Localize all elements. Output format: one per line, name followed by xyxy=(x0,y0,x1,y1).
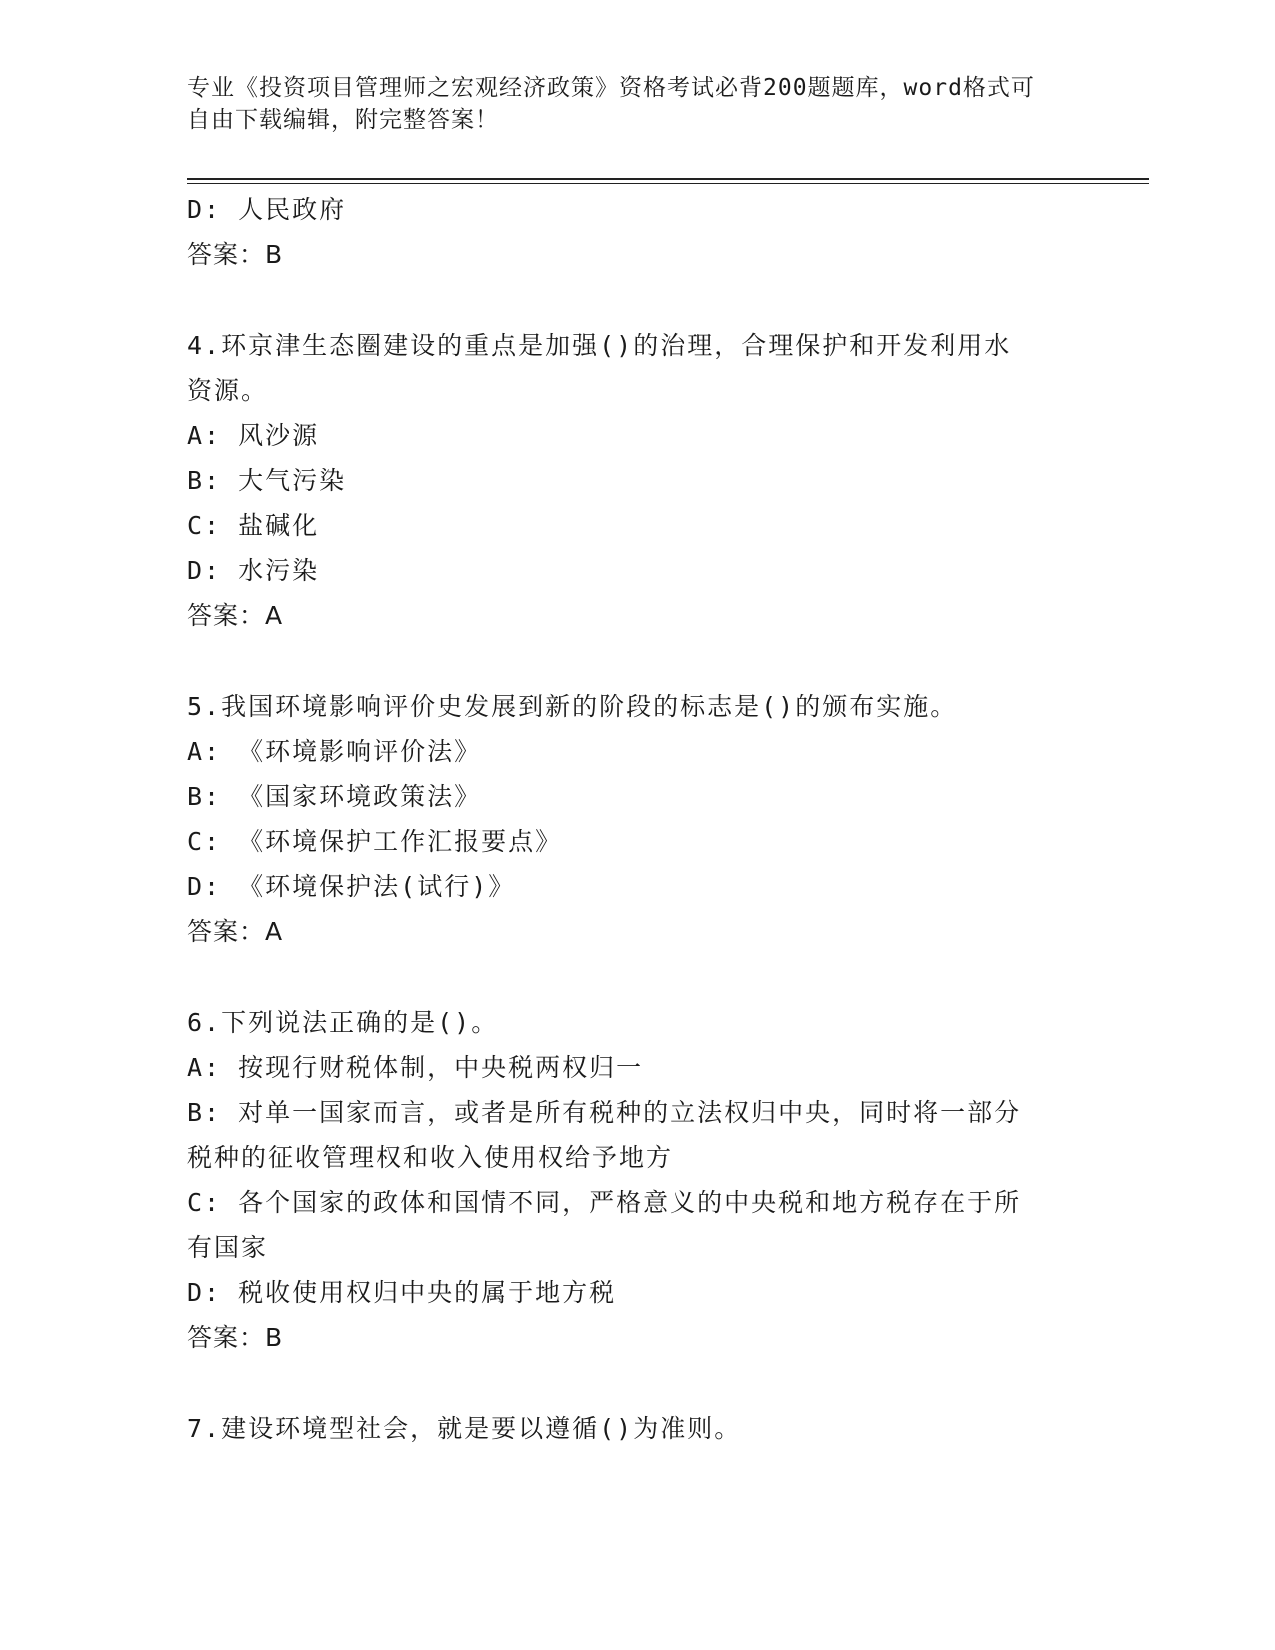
question-4 xyxy=(187,323,1087,638)
option-d: D: 水污染 xyxy=(187,556,320,585)
option-c-cont: 有国家 xyxy=(187,1233,269,1262)
question-stem-cont: 资源。 xyxy=(187,376,269,405)
option-c: C: 盐碱化 xyxy=(187,511,320,540)
header-line-1: 专业《投资项目管理师之宏观经济政策》资格考试必背200题题库，word格式可 xyxy=(187,75,1035,101)
option-d: D: 税收使用权归中央的属于地方税 xyxy=(187,1278,617,1307)
option-a: A: 按现行财税体制，中央税两权归一 xyxy=(187,1053,644,1082)
option-b: B: 对单一国家而言，或者是所有税种的立法权归中央，同时将一部分 xyxy=(187,1098,1022,1127)
document-body xyxy=(187,187,1087,1451)
question-stem: 6.下列说法正确的是()。 xyxy=(187,1008,499,1037)
answer: 答案：B xyxy=(187,1323,284,1352)
option-b: B: 大气污染 xyxy=(187,466,347,495)
answer: 答案：A xyxy=(187,917,284,946)
question-stem: 7.建设环境型社会，就是要以遵循()为准则。 xyxy=(187,1414,742,1443)
option-d: D: 人民政府 xyxy=(187,195,347,224)
question-stem: 4.环京津生态圈建设的重点是加强()的治理，合理保护和开发利用水 xyxy=(187,331,1012,360)
question-3-tail xyxy=(187,187,1087,277)
question-5 xyxy=(187,684,1087,954)
header-line-2: 自由下载编辑，附完整答案！ xyxy=(187,107,499,133)
option-d: D: 《环境保护法(试行)》 xyxy=(187,872,516,901)
question-stem: 5.我国环境影响评价史发展到新的阶段的标志是()的颁布实施。 xyxy=(187,692,958,721)
header-rule-thick xyxy=(187,178,1149,180)
question-6 xyxy=(187,1000,1087,1360)
answer: 答案：B xyxy=(187,240,284,269)
document-header xyxy=(187,72,1067,136)
option-c: C: 各个国家的政体和国情不同，严格意义的中央税和地方税存在于所 xyxy=(187,1188,1022,1217)
option-c: C: 《环境保护工作汇报要点》 xyxy=(187,827,563,856)
option-a: A: 风沙源 xyxy=(187,421,320,450)
answer: 答案：A xyxy=(187,601,284,630)
header-rule-thin xyxy=(187,183,1149,184)
option-b-cont: 税种的征收管理权和收入使用权给予地方 xyxy=(187,1143,674,1172)
question-7 xyxy=(187,1406,1087,1451)
option-b: B: 《国家环境政策法》 xyxy=(187,782,482,811)
option-a: A: 《环境影响评价法》 xyxy=(187,737,482,766)
